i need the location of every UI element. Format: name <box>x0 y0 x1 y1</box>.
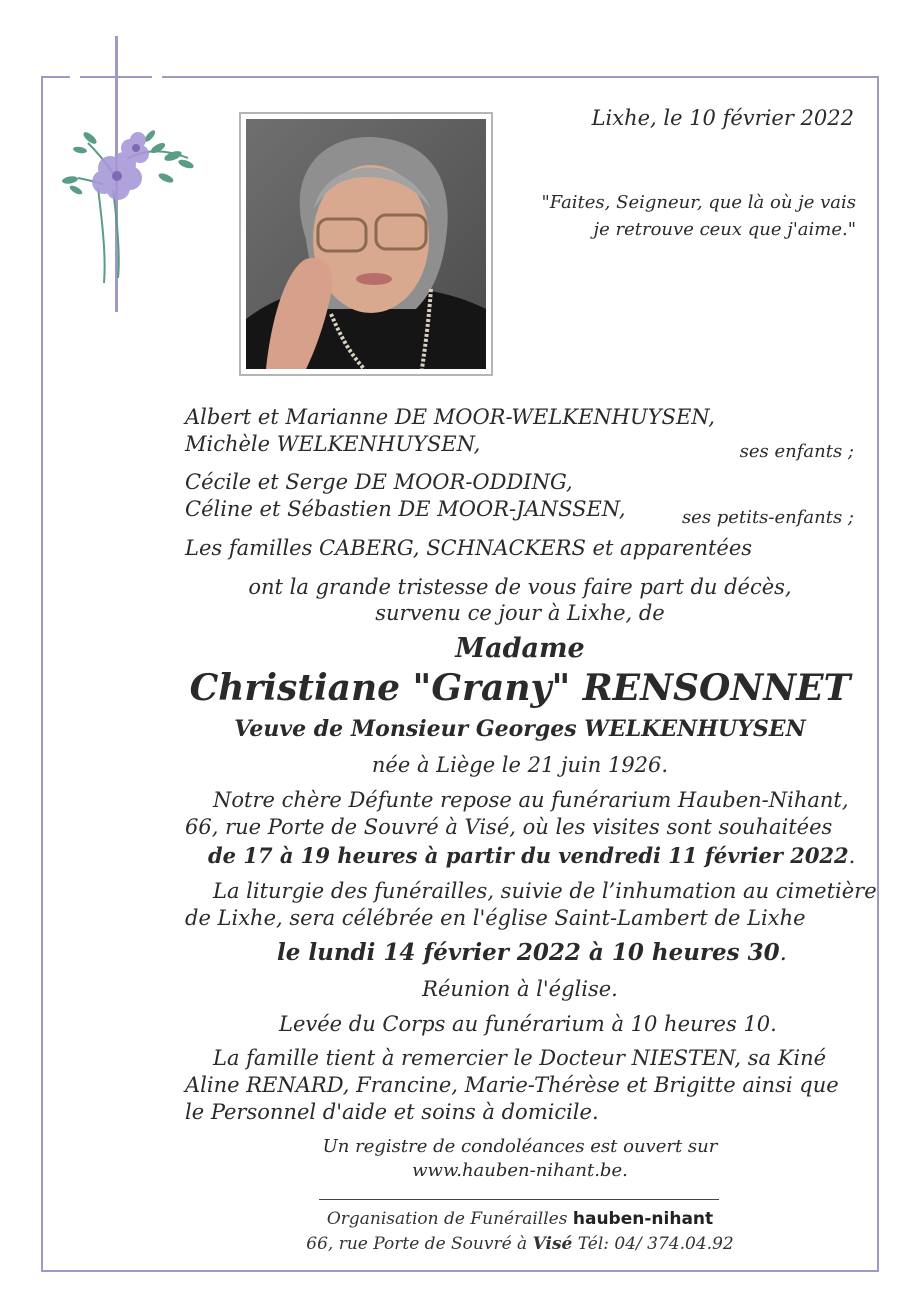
condolences-line-1: Un registre de condoléances est ouvert sur <box>322 1136 718 1157</box>
quote-line-2: je retrouve ceux que j'aime." <box>593 219 856 240</box>
announcement-line-2: survenu ce jour à Lixhe, de <box>375 601 665 625</box>
deceased-name: Christiane "Grany" RENSONNET <box>189 667 851 709</box>
condolences-url[interactable]: www.hauben-nihant.be. <box>412 1160 628 1181</box>
brand-logo: hauben-nihant <box>572 1209 714 1229</box>
thanks-line-2: Aline RENARD, Francine, Marie-Thérèse et Brigitte ainsi que <box>185 1073 839 1097</box>
visitation-hours-end: . <box>848 844 856 868</box>
grandchildren-role: ses petits-enfants ; <box>681 507 854 528</box>
deceased-title: Madame <box>455 633 585 664</box>
thanks-line-1: La famille tient à remercier le Docteur NIESTEN, sa Kiné <box>213 1046 827 1070</box>
flower-icon <box>58 118 198 298</box>
grandchildren-line-1: Cécile et Serge DE MOOR-ODDING, <box>185 470 573 494</box>
families-line: Les familles CABERG, SCHNACKERS et apparentées <box>185 536 753 560</box>
footer-org-prefix: Organisation de Funérailles <box>326 1209 568 1229</box>
footer-city: Visé <box>532 1234 573 1254</box>
border-gap-left <box>70 74 80 80</box>
quote-line-1: "Faites, Seigneur, que là où je vais <box>541 192 856 213</box>
church-meeting: Réunion à l'église. <box>422 977 618 1001</box>
visitation-hours-bold: de 17 à 19 heures à partir du vendredi 11 février 2022 <box>208 843 849 868</box>
portrait-photo-frame <box>239 112 493 376</box>
visitation-line-1: Notre chère Défunte repose au funérarium Hauben-Nihant, <box>213 788 849 812</box>
children-line-1: Albert et Marianne DE MOOR-WELKENHUYSEN, <box>185 405 715 429</box>
children-role: ses enfants ; <box>739 441 854 462</box>
thanks-line-3: le Personnel d'aide et soins à domicile. <box>185 1100 599 1124</box>
footer-phone: Tél: 04/ 374.04.92 <box>577 1234 734 1254</box>
funeral-date-end: . <box>779 940 787 966</box>
visitation-line-2: 66, rue Porte de Souvré à Visé, où les visites sont souhaitées <box>185 815 833 839</box>
children-line-2: Michèle WELKENHUYSEN, <box>185 432 481 456</box>
footer-divider <box>319 1199 719 1200</box>
widow-of: Veuve de Monsieur Georges WELKENHUYSEN <box>234 716 806 742</box>
grandchildren-line-2: Céline et Sébastien DE MOOR-JANSSEN, <box>185 497 626 521</box>
funeral-line-2: de Lixhe, sera célébrée en l'église Saint-Lambert de Lixhe <box>185 906 806 930</box>
announcement-line-1: ont la grande tristesse de vous faire part du décès, <box>248 575 792 599</box>
body-levee: Levée du Corps au funérarium à 10 heures 10. <box>279 1012 777 1036</box>
place-date: Lixhe, le 10 février 2022 <box>591 106 854 130</box>
footer-address-prefix: 66, rue Porte de Souvré à <box>306 1234 528 1254</box>
footer-address <box>0 1234 918 1254</box>
funeral-date-bold: le lundi 14 février 2022 à 10 heures 30 <box>277 939 780 966</box>
border-gap-right <box>152 74 162 80</box>
footer-organisation <box>0 1209 918 1229</box>
portrait-photo <box>246 119 486 369</box>
funeral-date <box>277 939 787 968</box>
visitation-hours <box>208 843 855 869</box>
funeral-line-1: La liturgie des funérailles, suivie de l’inhumation au cimetière <box>213 879 877 903</box>
birth-info: née à Liège le 21 juin 1926. <box>371 753 669 777</box>
